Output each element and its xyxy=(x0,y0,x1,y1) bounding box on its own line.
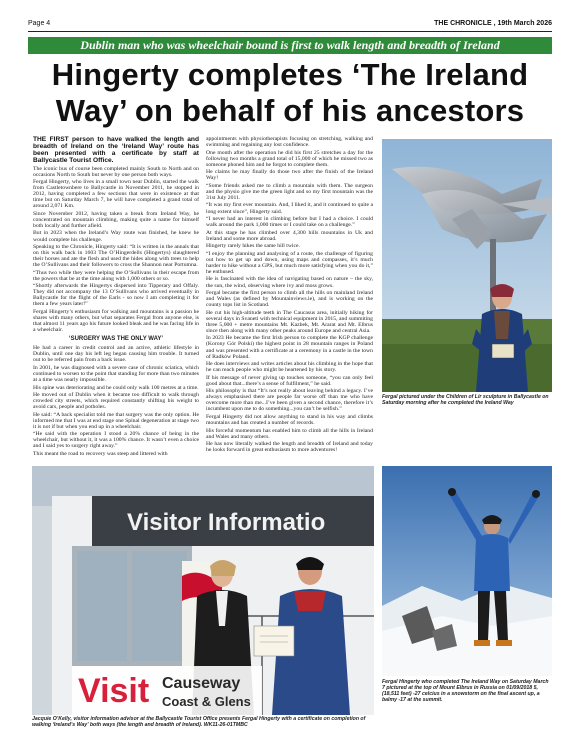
article-paragraph: “Some friends asked me to climb a mountain with them. The surgeon and the physio give me the green light and so my first mountain was the 31st July 2011. xyxy=(206,182,373,201)
header-rule xyxy=(28,31,552,32)
article-paragraph: He has now literally walked the length and breadth of Ireland and today he looks forward in great enthusiasm to more adventures! xyxy=(206,441,373,454)
article-paragraph: In 2001, he was diagnosed with a severe case of chronic sciatica, which continued to worsen to the point that standing for more than two minutes at a time was nearly impossible. xyxy=(33,364,199,383)
column-2-paragraphs xyxy=(206,136,373,453)
article-paragraph: “I enjoy the planning and analysing of a route, the challenge of figuring out how to get up and down, using maps and compasses, it’s much harder to hike without a GPS, but much more satisfying when you do it,” he enthused. xyxy=(206,250,373,275)
column-1b-paragraphs xyxy=(33,345,199,457)
photo-certificate-presentation xyxy=(32,466,374,715)
article-paragraph: He had a career in credit control and an active, athletic lifestyle in Dublin, until one day his left leg began causing him trouble. It turned out to be referred pain from a back issue. xyxy=(33,345,199,364)
photo-elbrus-image xyxy=(382,466,552,676)
article-paragraph: The iconic bus of course been completed mainly South to North and on occasions North to South but never by one person both ways. xyxy=(33,165,199,178)
strapline-banner: Dublin man who was wheelchair bound is first to walk length and breadth of Ireland xyxy=(28,37,552,54)
sign-causeway: Causeway xyxy=(162,675,241,692)
page-number: Page 4 xyxy=(28,20,51,27)
article-column-1 xyxy=(33,136,199,464)
article-paragraph: Fergal Hingerty’s enthusiasm for walking and mountains is a passion he shares with many others, but what separates Fergal from anyone else, is that almost 11 years ago his future looked bleak and he was facing life in a wheelchair. xyxy=(33,309,199,334)
article-column-2 xyxy=(206,136,373,464)
article-paragraph: One month after the operation he did his first 25 stretches a day for the following two months a grand total of 15,000 of which he missed two as someone phoned him and he forgot to complete them. xyxy=(206,149,373,168)
photo-certificate-image xyxy=(32,466,374,715)
article-paragraph: Since November 2012, having taken a break from Ireland Way, he concentrated on mountain climbing, making quite a name for himself both locally and further afield. xyxy=(33,210,199,229)
headline-line-2: Way’ on behalf of his ancestors xyxy=(55,93,525,128)
caption-certificate: Jacquie O’Kelly, visitor information advisor at the Ballycastle Tourist Office presents Fergal Hingerty with a certificate on completion of walking ‘Ireland’s Way’ both ways (the length and breadth of Ireland). WK11-26-01TMBC xyxy=(32,716,366,728)
article-paragraph: But in 2023 when the Ireland’s Way route was finished, he knew he would complete his challenge. xyxy=(33,230,199,243)
article-paragraph: appointments with physiotherapists focusing on stretching, walking and swimming and regaining any lost confidence. xyxy=(206,136,373,149)
article-paragraph: “He said with the operation I stood a 20% chance of being in the wheelchair, but without it, it was a 100% chance. It wasn’t even a choice and I said yes to surgery right away.” xyxy=(33,431,199,450)
article-paragraph: Fergal Hingerty did not allow anything to stand in his way and climbs mountains and has created a number of records. xyxy=(206,413,373,427)
article-paragraph: “Thus two while they were helping the O’Sullivans in their escape from the powers that be at the time along with 1,000 others or so. xyxy=(33,269,199,282)
sign-visitor-information: Visitor Informatio xyxy=(127,509,326,536)
sign-visit: Visit xyxy=(78,672,150,710)
article-paragraph: He cut his high-altitude teeth in The Caucasus area, initially hiking for several days in Svaneti with technical equipment in 2015, and summiting three 5,000 + metre mountains Mt. Kazbek, Mt. Ararat and Mt. Elbrus since then along with many other peaks around Europe and central Asia. xyxy=(206,309,373,334)
article-paragraph: This meant the road to recovery was steep and littered with xyxy=(33,451,168,458)
article-paragraph: His philosophy is that “It’s not really about leaving behind a legacy. I’ve always emphasised there are people far worse off than me who have overcome more than me...I’ve been given a second chance, therefore it’s incumbent upon me to do something...you can’t be selfish.” xyxy=(206,388,373,413)
article-paragraph: “I never had an interest in climbing before but I had a choice. I could walk around the park 1,000 times or I could take on a challenge.” xyxy=(206,216,373,229)
article-paragraph: He is fascinated with the idea of navigating based on nature – the sky, the sun, the wind, observing where ivy and moss grows. xyxy=(206,276,373,289)
article-paragraph: His spine was deteriorating and he could only walk 100 metres at a time. xyxy=(33,384,199,391)
photo-mount-elbrus xyxy=(382,466,552,676)
headline-line-1: Hingerty completes ‘The Ireland xyxy=(51,57,529,92)
headline xyxy=(28,57,552,131)
sign-coast-glens: Coast & Glens xyxy=(162,694,251,709)
column-1-paragraphs xyxy=(33,166,199,334)
article-paragraph: At this stage he has climbed over 4,300 hills mountains in Uk and Ireland and some more abroad. xyxy=(206,229,373,242)
article-subhead: ‘SURGERY WAS THE ONLY WAY’ xyxy=(68,336,164,343)
photo-children-of-lir-image xyxy=(382,139,552,392)
article-lead: THE FIRST person to have walked the length and breadth of Ireland on the ‘Ireland Way’ route has been presented with a certificate by staff at Ballycastle Tourist Office. xyxy=(33,136,199,164)
publication-date: THE CHRONICLE , 19th March 2026 xyxy=(434,20,552,27)
article-paragraph: Hingerty rarely hikes the same hill twice. xyxy=(206,243,300,250)
article-paragraph: “Shortly afterwards the Hingertys dispersed into Tipperary and Offaly. They did not accompany the 13 O’Sullivans who arrived eventually in Ballycastle for the flight of the Earls - so now I am completing it for them a few years later!” xyxy=(33,283,199,308)
photo-children-of-lir xyxy=(382,139,552,392)
article-paragraph: His forceful momentum has enabled him to climb all the hills in Ireland and Wales and many others. xyxy=(206,427,373,440)
article-paragraph: “It was my first ever mountain. And, I liked it, and it continued to quite a long extent since”, Hingerty said. xyxy=(206,202,373,215)
article-paragraph: In 2023 He became the first Irish person to complete the KGP challenge (Korony Gór Polski) the highest point in 28 mountain ranges in Poland and was presented with a certificate at a ceremony in a castle in the town of Radków Poland. xyxy=(206,335,373,360)
page-header xyxy=(28,20,552,31)
article-paragraph: If his message of never giving up touches someone, “you can only feel good about that...there’s a sense of fulfilment,” he said. xyxy=(206,374,373,387)
article-paragraph: He said: “A back specialist told me that surgery was the only option. He informed me that I was at end stage one Spinal degeneration at stage two it is not if but when you end up in a wheelchair. xyxy=(33,411,199,430)
caption-children-of-lir: Fergal pictured under the Children of Lir sculpture in Ballycastle on Saturday morning after he completed the Ireland Way xyxy=(382,394,549,406)
article-paragraph: Fergal became the first person to climb all the hills on mainland Ireland and Wales (as defined by Mountainviews.ie), and is working on the county tops list in Scotland. xyxy=(206,290,373,309)
caption-mount-elbrus: Fergal Hingerty who completed The Ireland Way on Saturday March 7 pictured at the top of Mount Elbrus in Russia on 01/09/2018 5, (18,511 feet) -27 celcius in a snowstorm on the final ascent up, a balmy -17 at the summit. xyxy=(382,679,549,703)
article-paragraph: Speaking to the Chronicle, Hingerty said: “It is written in the annals that on this walk back in 1603 The O’Hingerdells (Hingertys) slaughtered their horses and ate the flesh and used the hides along with trees to help the O’Sullivans and their followers to cross the Shannon near Portumna. xyxy=(33,244,199,269)
article-paragraph: He does interviews and writes articles about his climbing in the hope that he can reach people who might be heartened by his story. xyxy=(206,361,373,374)
article-paragraph: Fergal Hingerty, who lives in a small town near Dublin, started the walk from Castletownbere to Ballycastle in November 2011, he stopped in 2012, having completed a few sections that were in existence at that time but on Saturday March 7, he will have completed a grand total of around 2,071 Km. xyxy=(33,179,199,210)
article-paragraph: He claims he may finally do those two after the finish of the Ireland Way! xyxy=(206,169,373,182)
article-paragraph: He moved out of Dublin when it became too difficult to walk through crowded city streets, which required constantly shifting his weight to avoid cars, people and potholes. xyxy=(33,392,199,411)
